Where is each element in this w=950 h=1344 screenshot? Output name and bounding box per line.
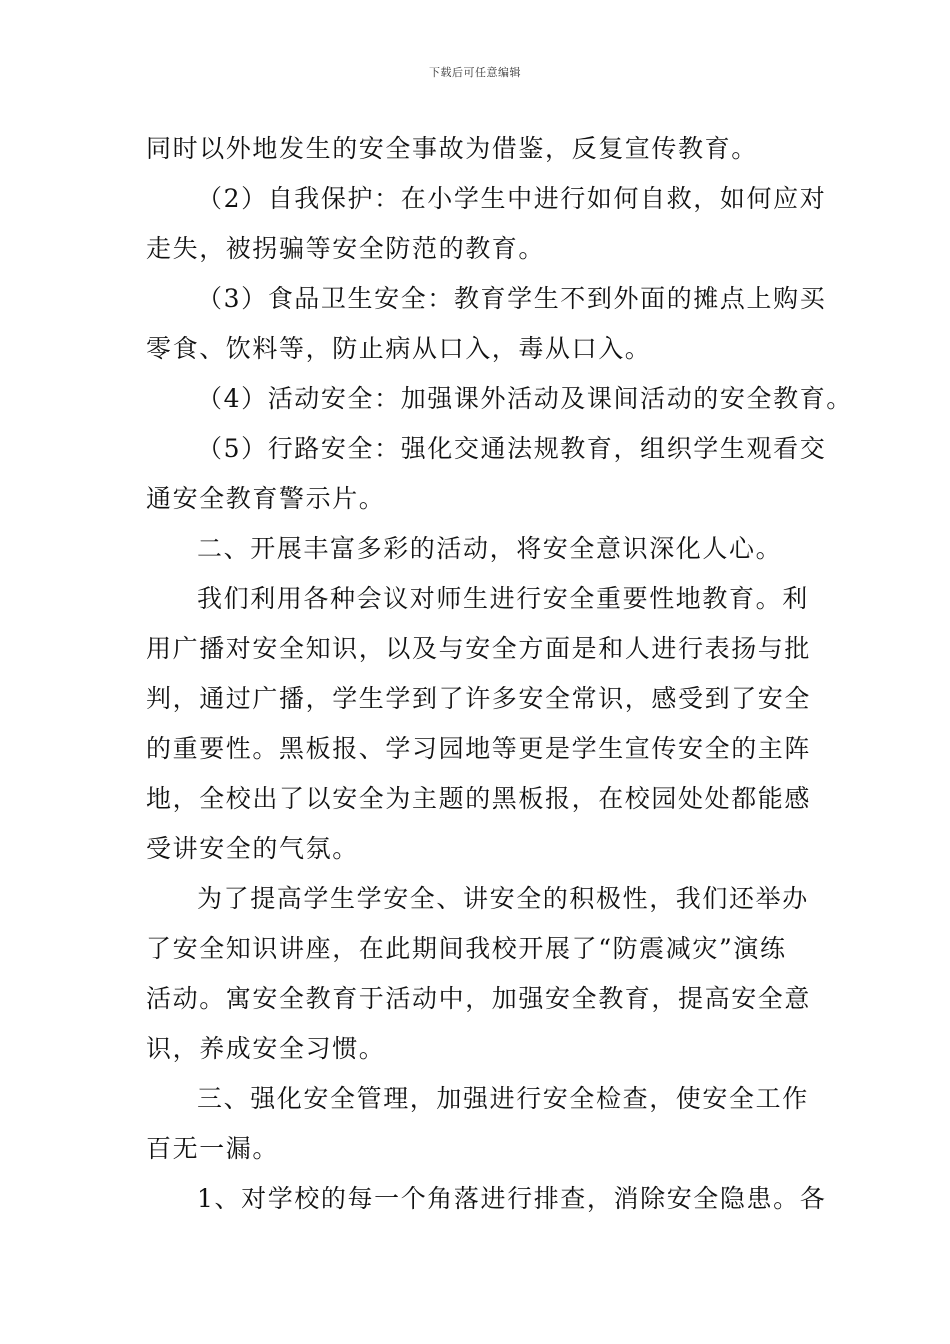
page-header: 下载后可任意编辑 <box>429 66 521 79</box>
body-line: （2）自我保护：在小学生中进行如何自救，如何应对 <box>197 184 827 213</box>
body-line: 了安全知识讲座，在此期间我校开展了“防震减灾”演练 <box>146 934 787 963</box>
body-line: 判，通过广播，学生学到了许多安全常识，感受到了安全 <box>146 684 812 713</box>
body-line: 1、对学校的每一个角落进行排查，消除安全隐患。各 <box>197 1184 827 1213</box>
body-line: 走失，被拐骗等安全防范的教育。 <box>146 234 546 263</box>
body-line: 地，全校出了以安全为主题的黑板报，在校园处处都能感 <box>146 784 812 813</box>
body-line: 受讲安全的气氛。 <box>146 834 359 863</box>
body-line: 三、强化安全管理，加强进行安全检查，使安全工作 <box>197 1084 809 1113</box>
body-line: 活动。寓安全教育于活动中，加强安全教育，提高安全意 <box>146 984 812 1013</box>
body-line: （5）行路安全：强化交通法规教育，组织学生观看交 <box>197 434 827 463</box>
body-line: 用广播对安全知识，以及与安全方面是和人进行表扬与批 <box>146 634 812 663</box>
body-line: 通安全教育警示片。 <box>146 484 386 513</box>
body-line: 的重要性。黑板报、学习园地等更是学生宣传安全的主阵 <box>146 734 812 763</box>
body-line: （4）活动安全：加强课外活动及课间活动的安全教育。 <box>197 384 853 413</box>
body-line: （3）食品卫生安全：教育学生不到外面的摊点上购买 <box>197 284 827 313</box>
body-line: 为了提高学生学安全、讲安全的积极性，我们还举办 <box>197 884 809 913</box>
body-line: 百无一漏。 <box>146 1134 280 1163</box>
body-line: 我们利用各种会议对师生进行安全重要性地教育。利 <box>197 584 809 613</box>
body-line: 识，养成安全习惯。 <box>146 1034 386 1063</box>
body-line: 零食、饮料等，防止病从口入，毒从口入。 <box>146 334 652 363</box>
body-line: 二、开展丰富多彩的活动，将安全意识深化人心。 <box>197 534 783 563</box>
body-line: 同时以外地发生的安全事故为借鉴，反复宣传教育。 <box>146 134 758 163</box>
